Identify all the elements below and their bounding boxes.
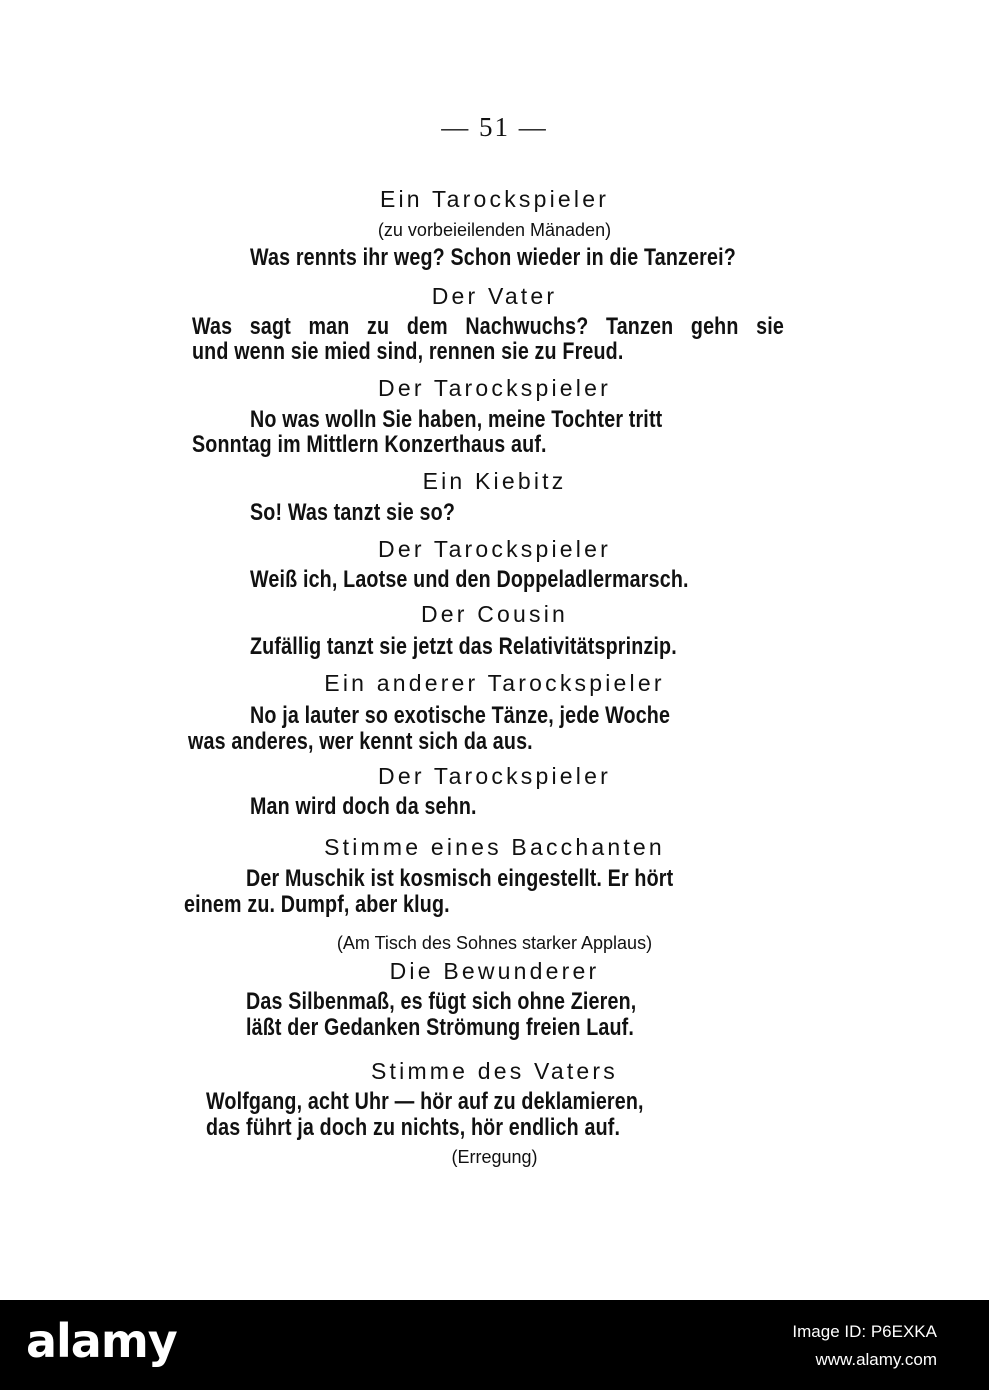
dialogue-line: einem zu. Dumpf, aber klug.	[184, 891, 450, 918]
dialogue-line: So! Was tanzt sie so?	[250, 499, 456, 526]
speaker-name: Der Tarockspieler	[378, 375, 611, 401]
dialogue-line: Das Silbenmaß, es fügt sich ohne Zieren,	[246, 988, 637, 1015]
word: Tanzen	[605, 313, 674, 340]
dialogue-line: No was wolln Sie haben, meine Tochter tritt	[250, 406, 663, 433]
speaker-name: Ein Tarockspieler	[379, 186, 610, 212]
speaker-name: Der Vater	[431, 283, 558, 309]
dialogue-line: läßt der Gedanken Strömung freien Lauf.	[246, 1014, 635, 1041]
page-number: — 51 —	[441, 112, 548, 142]
dialogue-line: Was rennts ihr weg? Schon wieder in die Tanzerei?	[250, 244, 736, 271]
word: dem	[406, 313, 448, 340]
speaker-name: Stimme eines Bacchanten	[324, 834, 665, 860]
dialogue-line: das führt ja doch zu nichts, hör endlich auf.	[206, 1114, 621, 1141]
site-url: www.alamy.com	[815, 1350, 937, 1369]
stage-direction: (Erregung)	[451, 1147, 538, 1167]
image-id-label: Image ID: P6EXKA	[792, 1322, 937, 1341]
dialogue-line: Man wird doch da sehn.	[250, 793, 477, 820]
stage-direction: (Am Tisch des Sohnes starker Applaus)	[336, 933, 653, 953]
speaker-name: Ein anderer Tarockspieler	[324, 670, 665, 696]
dialogue-line: und wenn sie mied sind, rennen sie zu Freud.	[192, 338, 624, 365]
dialogue-line: Sonntag im Mittlern Konzerthaus auf.	[192, 431, 547, 458]
alamy-logo: alamy	[26, 1314, 177, 1368]
speaker-name: Die Bewunderer	[389, 958, 600, 984]
dialogue-line: No ja lauter so exotische Tänze, jede Woche	[250, 702, 671, 729]
speaker-name: Stimme des Vaters	[371, 1058, 618, 1084]
word: man	[308, 313, 350, 340]
dialogue-line: was anderes, wer kennt sich da aus.	[188, 728, 533, 755]
word: gehn	[690, 313, 739, 340]
word: sagt	[249, 313, 291, 340]
dialogue-line	[192, 313, 784, 341]
word: zu	[367, 313, 390, 340]
speaker-name: Ein Kiebitz	[422, 468, 567, 494]
watermark-footer	[0, 1300, 989, 1390]
stage-direction: (zu vorbeieilenden Mänaden)	[377, 220, 612, 240]
word: Nachwuchs?	[465, 313, 589, 340]
speaker-name: Der Tarockspieler	[378, 536, 611, 562]
dialogue-line: Wolfgang, acht Uhr — hör auf zu deklamieren,	[206, 1088, 644, 1115]
dialogue-line: Weiß ich, Laotse und den Doppeladlermarsch.	[250, 566, 689, 593]
dialogue-line: Der Muschik ist kosmisch eingestellt. Er hört	[246, 865, 674, 892]
speaker-name: Der Tarockspieler	[378, 763, 611, 789]
dialogue-line: Zufällig tanzt sie jetzt das Relativitätsprinzip.	[250, 633, 677, 660]
word: sie	[756, 313, 784, 340]
speaker-name: Der Cousin	[420, 601, 569, 627]
word: Was	[192, 313, 233, 340]
